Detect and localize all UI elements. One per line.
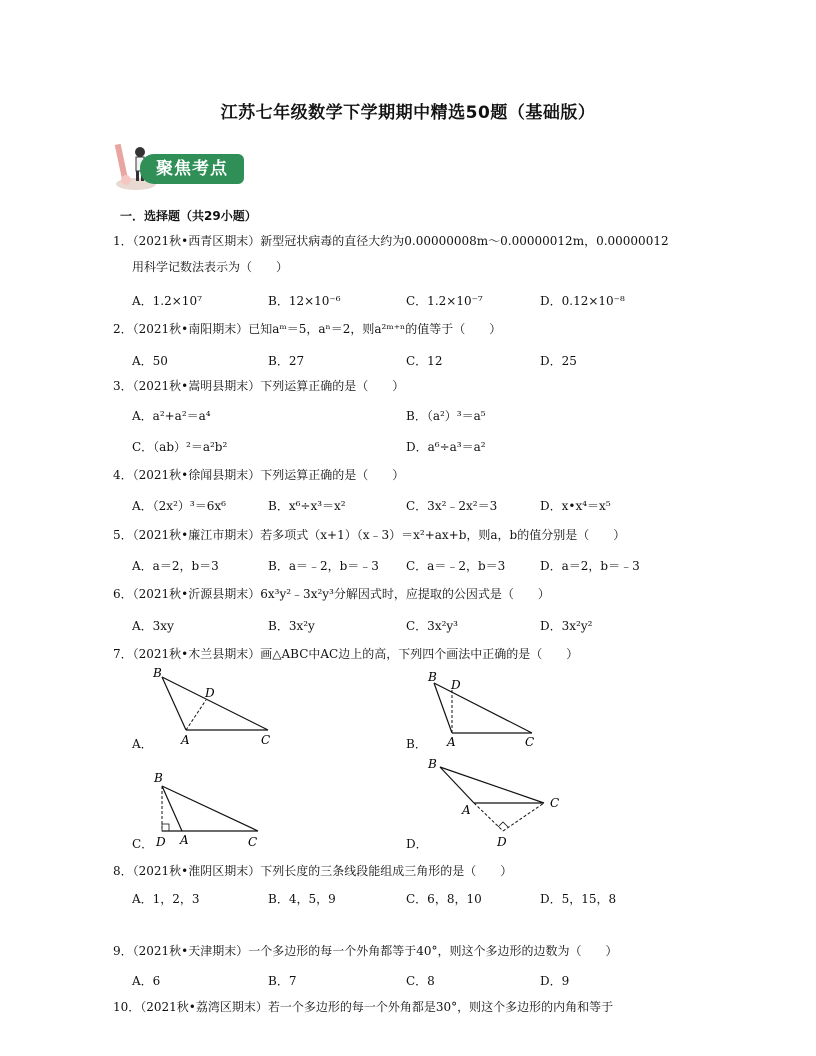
q2-option-c: C．12 [406, 354, 443, 368]
label-a: A [181, 733, 190, 747]
label-b: B [154, 771, 163, 785]
label-b: B [428, 757, 437, 771]
q7-figure-a [148, 665, 278, 750]
label-c: C [248, 835, 258, 849]
q6-stem: 6．（2021秋•沂源县期末）6x³y²﹣3x²y³分解因式时，应提取的公因式是（ ） [113, 587, 550, 601]
q4-option-b: B．x⁶÷x³＝x² [268, 499, 346, 513]
q2-option-d: D．25 [540, 354, 577, 368]
focus-badge [112, 140, 247, 192]
label-d: D [497, 835, 507, 849]
q7-figure-b [422, 665, 552, 750]
q4-option-a: A．（2x²）³＝6x⁶ [132, 499, 226, 513]
q4-option-c: C．3x²﹣2x²＝3 [406, 499, 498, 513]
q5-stem: 5．（2021秋•廉江市期末）若多项式（x+1）（x﹣3）＝x²+ax+b，则a，b的值分别是（ ） [113, 528, 626, 542]
q5-option-a: A．a＝2，b＝3 [132, 559, 219, 573]
q8-option-c: C．6，8，10 [406, 892, 482, 906]
q6-option-a: A．3xy [132, 619, 174, 633]
q3-option-d: D．a⁶÷a³＝a² [406, 440, 486, 454]
q6-option-d: D．3x²y² [540, 619, 593, 633]
q4-stem: 4．（2021秋•徐闻县期末）下列运算正确的是（ ） [113, 468, 405, 482]
badge-label: 聚焦考点 [140, 154, 244, 184]
q7-option-d: D． [406, 837, 428, 851]
q2-option-a: A．50 [132, 354, 168, 368]
q8-option-a: A．1，2，3 [132, 892, 200, 906]
q10-stem: 10．（2021秋•荔湾区期末）若一个多边形的每一个外角都是30°，则这个多边形的内角和等于 [113, 1000, 614, 1014]
q9-stem: 9．（2021秋•天津期末）一个多边形的每一个外角都等于40°，则这个多边形的边数为（ ） [113, 944, 618, 958]
q1-option-a: A．1.2×10⁷ [132, 294, 202, 308]
q2-stem: 2．（2021秋•南阳期末）已知aᵐ＝5，aⁿ＝2，则a²ᵐ⁺ⁿ的值等于（ ） [113, 322, 502, 336]
q9-option-c: C．8 [406, 974, 435, 988]
label-b: B [428, 670, 437, 684]
label-a: A [180, 833, 189, 847]
label-a: A [462, 803, 471, 817]
q7-option-c: C． [132, 837, 154, 851]
q5-option-b: B．a＝﹣2，b＝﹣3 [268, 559, 379, 573]
q6-option-b: B．3x²y [268, 619, 315, 633]
label-a: A [447, 735, 456, 749]
q3-option-b: B．（a²）³＝a⁵ [406, 409, 486, 423]
q8-option-d: D．5，15，8 [540, 892, 617, 906]
q8-stem: 8．（2021秋•淮阴区期末）下列长度的三条线段能组成三角形的是（ ） [113, 864, 513, 878]
q1-option-d: D．0.12×10⁻⁸ [540, 294, 625, 308]
label-c: C [525, 735, 535, 749]
q9-option-b: B．7 [268, 974, 297, 988]
q8-option-b: B．4，5，9 [268, 892, 336, 906]
label-d: D [205, 686, 215, 700]
q9-option-a: A．6 [132, 974, 161, 988]
q5-option-d: D．a＝2，b＝﹣3 [540, 559, 640, 573]
q7-stem: 7．（2021秋•木兰县期末）画△ABC中AC边上的高，下列四个画法中正确的是（ ） [113, 647, 579, 661]
label-c: C [261, 733, 271, 747]
label-c: C [550, 796, 560, 810]
page-title: 江苏七年级数学下学期期中精选50题（基础版） [220, 103, 596, 123]
q2-option-b: B．27 [268, 354, 305, 368]
label-d: D [156, 835, 166, 849]
q7-figure-c [148, 768, 268, 853]
q1-stem-cont: 用科学记数法表示为（ ） [132, 260, 289, 274]
q1-stem: 1．（2021秋•西青区期末）新型冠状病毒的直径大约为0.00000008m～0.00000012m，0.00000012 [113, 234, 669, 248]
q7-option-b: B． [406, 737, 427, 751]
q6-option-c: C．3x²y³ [406, 619, 458, 633]
q1-option-b: B．12×10⁻⁶ [268, 294, 341, 308]
q3-option-c: C．（ab）²＝a²b² [132, 440, 228, 454]
q9-option-d: D．9 [540, 974, 570, 988]
q5-option-c: C．a＝﹣2，b＝3 [406, 559, 506, 573]
q7-figure-d [422, 755, 572, 850]
section-heading: 一．选择题（共29小题） [120, 209, 257, 223]
q3-option-a: A．a²+a²＝a⁴ [132, 409, 211, 423]
q7-option-a: A． [132, 737, 153, 751]
label-d: D [451, 678, 461, 692]
q1-option-c: C．1.2×10⁻⁷ [406, 294, 483, 308]
q3-stem: 3．（2021秋•嵩明县期末）下列运算正确的是（ ） [113, 379, 405, 393]
q4-option-d: D．x•x⁴＝x⁵ [540, 499, 611, 513]
label-b: B [153, 666, 162, 680]
